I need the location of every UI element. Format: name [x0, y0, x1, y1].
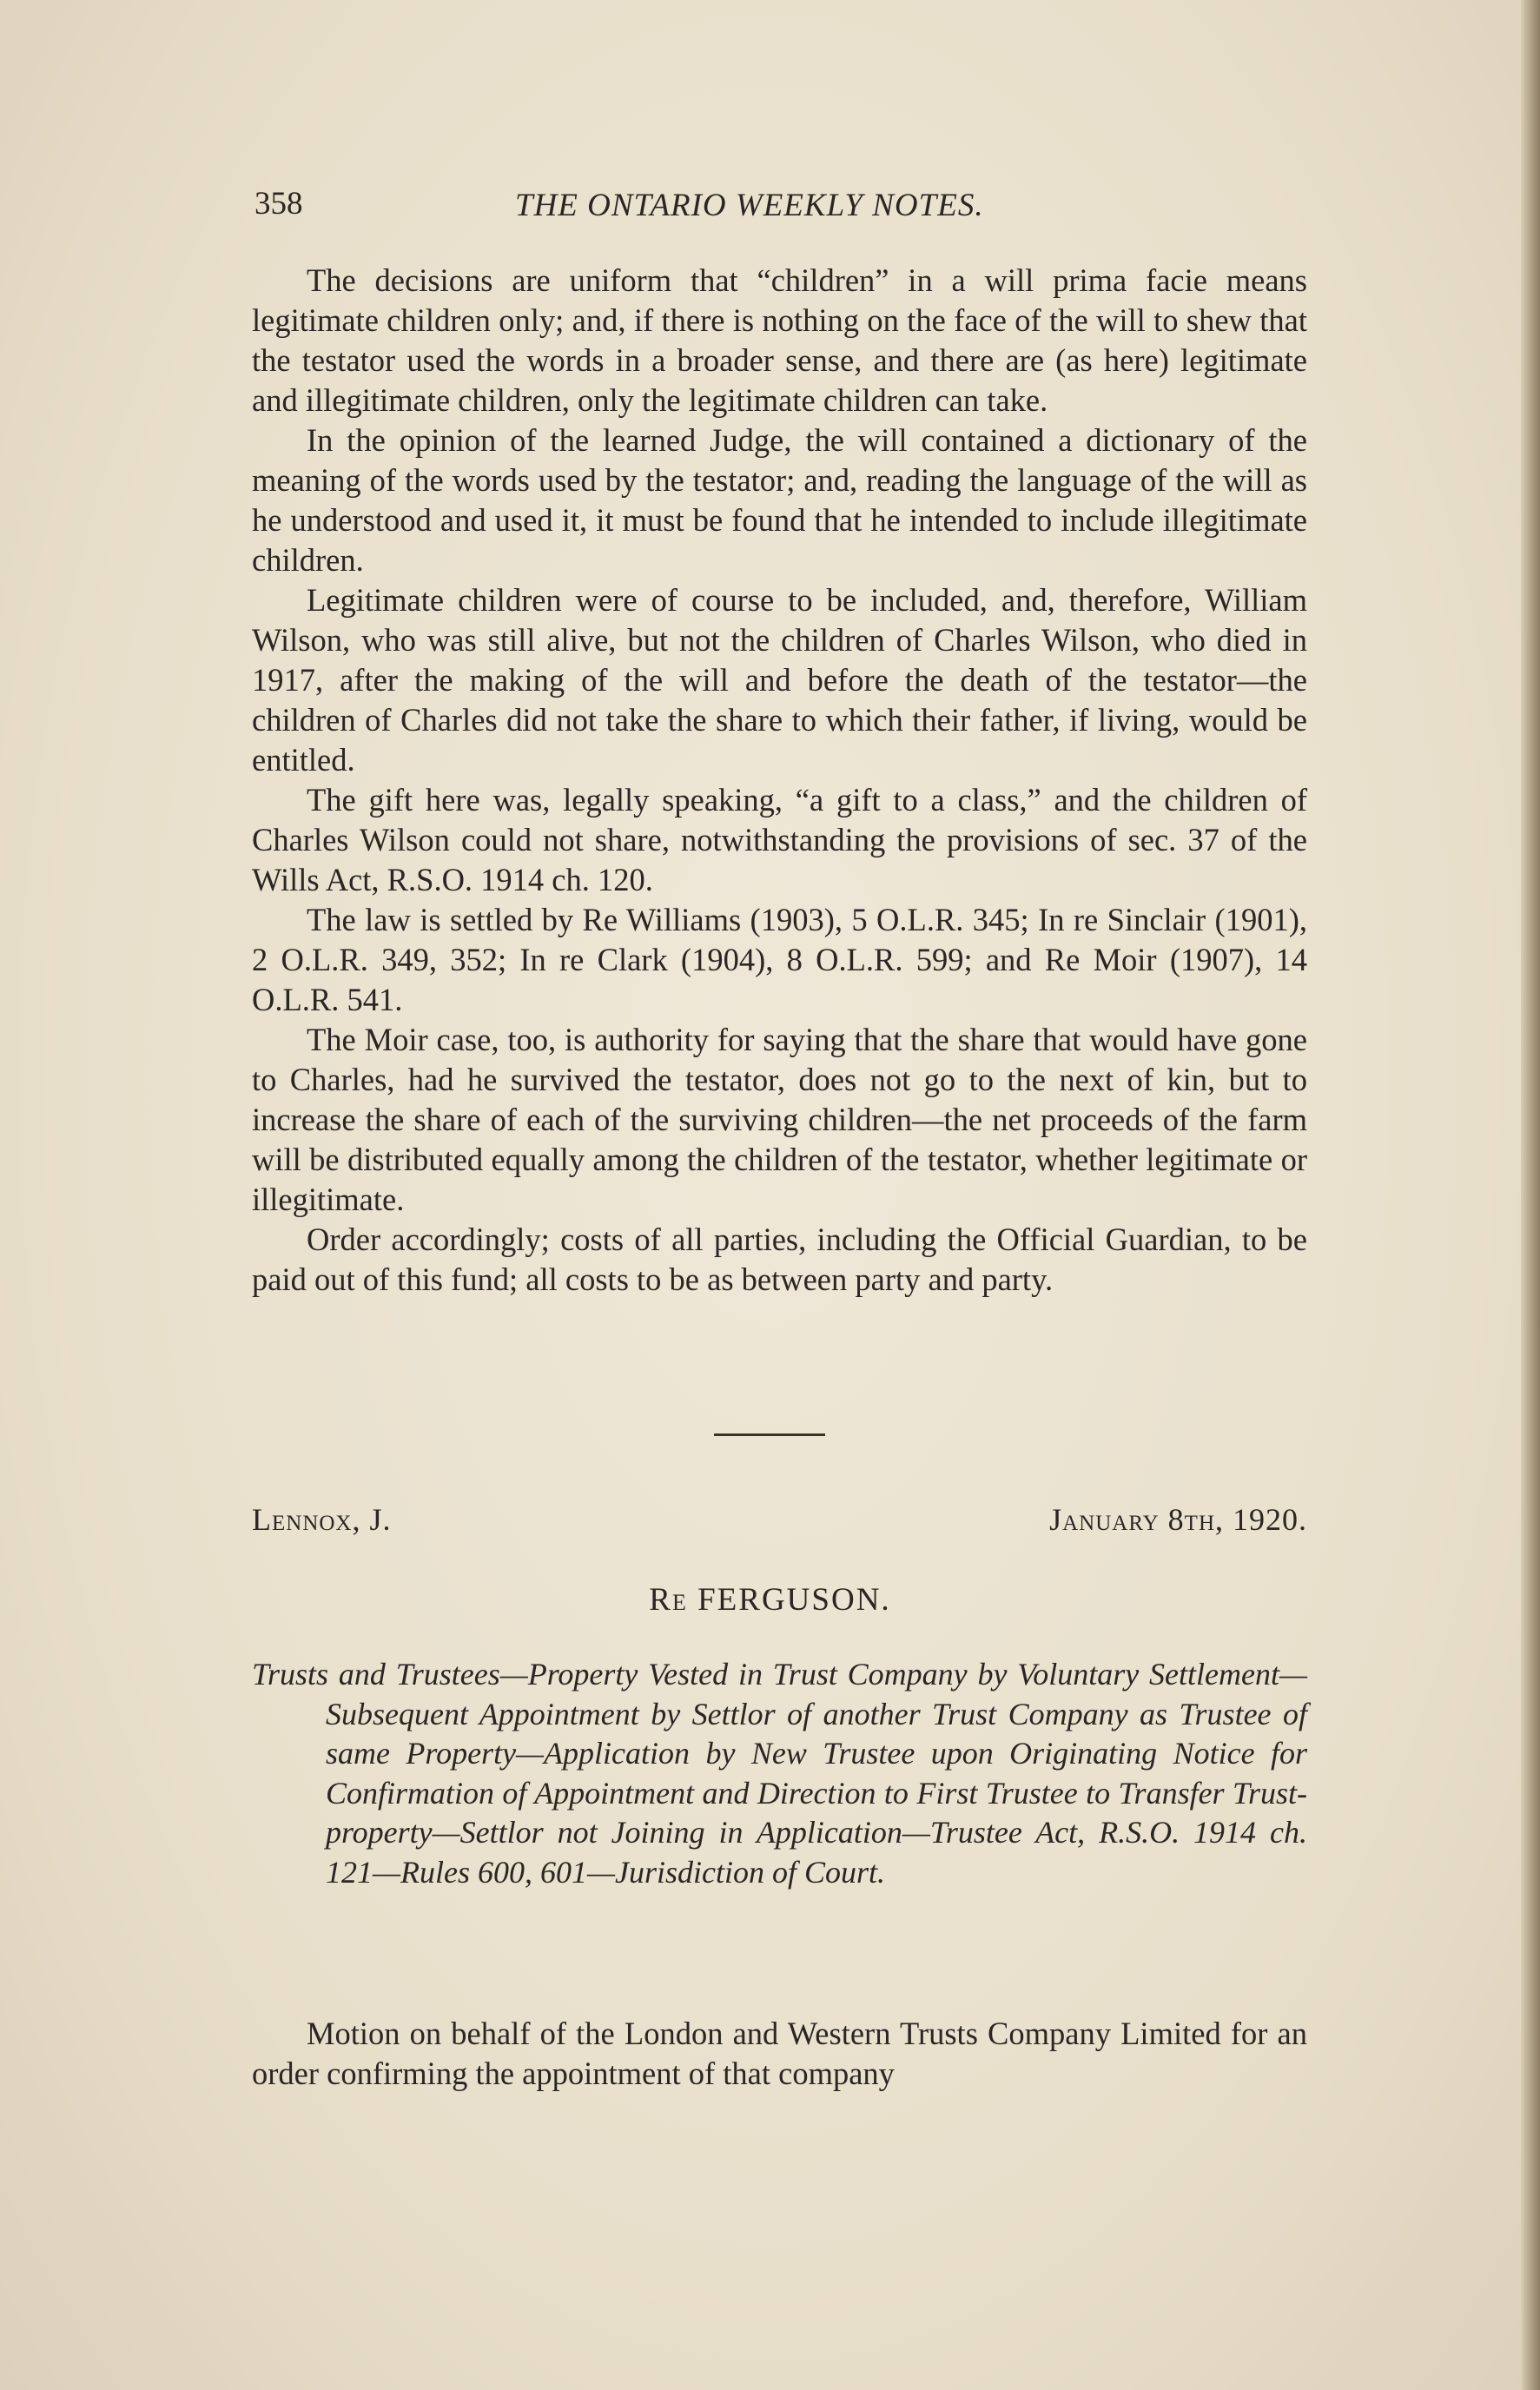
running-head: THE ONTARIO WEEKLY NOTES. — [515, 188, 984, 223]
paragraph: Motion on behalf of the London and Western Trusts Company Limited for an order confirming the appointment of that company — [252, 2016, 1307, 2091]
case-title: Re FERGUSON. — [649, 1582, 891, 1618]
paragraph: The Moir case, too, is authority for saying that the share that would have gone to Charles, had he survived the testator, does not go to the next of kin, but to increase the share of each of the surviving children—the net proceeds of the farm will be distributed equally among the children of the testator, whether legitimate or illegitimate. — [252, 1022, 1307, 1217]
judgment-date: January 8th, 1920. — [1049, 1502, 1307, 1537]
paragraph: The decisions are uniform that “children” in a will prima facie means legitimate children only; and, if there is nothing on the face of the will to shew that the testator used the words in a broader sense, and there are (as here) legitimate and illegitimate children, only the legitimate children can take. — [252, 262, 1307, 418]
paragraph: The gift here was, legally speaking, “a gift to a class,” and the children of Charles Wilson could not share, notwithstanding the provisions of sec. 37 of the Wills Act, R.S.O. 1914 ch. 120. — [252, 782, 1307, 897]
paragraph: The law is settled by Re Williams (1903), 5 O.L.R. 345; In re Sinclair (1901), 2 O.L.R. 349, 352; In re Clark (1904), 8 O.L.R. 599; and Re Moir (1907), 14 O.L.R. 541. — [252, 902, 1307, 1017]
case-headnote: Trusts and Trustees—Property Vested in Trust Company by Voluntary Settlement—Subsequent Appointment by Settlor of another Trust Company as Trustee of same Property—Application by New Trustee upon Originating Notice for Confirmation of Appointment and Direction to First Trustee to Transfer Trust-property—Settlor not Joining in Application—Trustee Act, R.S.O. 1914 ch. 121—Rules 600, 601—Jurisdiction of Court. — [252, 1657, 1307, 1890]
case-judge-date-line — [252, 1501, 1307, 1541]
page-edge — [1521, 0, 1540, 2390]
judgment-text — [252, 261, 1307, 1300]
paragraph: Legitimate children were of course to be included, and, therefore, William Wilson, who was still alive, but not the children of Charles Wilson, who died in 1917, after the making of the will and before the death of the testator—the children of Charles did not take the share to which their father, if living, would be entitled. — [252, 582, 1307, 778]
page-header — [254, 178, 1310, 230]
motion-text — [252, 2014, 1307, 2094]
paragraph: Order accordingly; costs of all parties, including the Official Guardian, to be paid out of this fund; all costs to be as between party and party. — [252, 1221, 1307, 1297]
section-divider — [714, 1433, 825, 1436]
paragraph: In the opinion of the learned Judge, the will contained a dictionary of the meaning of the words used by the testator; and, reading the language of the will as he understood and used it, it must be found that he intended to include illegitimate children. — [252, 422, 1307, 578]
page-number: 358 — [254, 186, 303, 222]
judge-name: Lennox, J. — [252, 1502, 392, 1537]
